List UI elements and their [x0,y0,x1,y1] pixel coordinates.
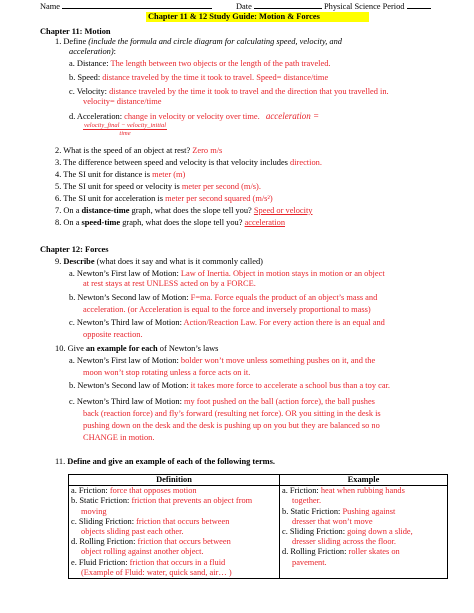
q5: 5. The SI unit for speed or velocity is meter per second (m/s). [55,182,261,191]
chapter-11-heading: Chapter 11: Motion [40,27,111,36]
q7: 7. On a distance-time graph, what does the slope tell you? Speed or velocity [55,206,313,215]
q1c-velocity-cont: velocity= distance/time [83,97,162,106]
q1-prompt: 1. Define (include the formula and circle diagram for calculating speed, velocity, and [55,37,342,46]
name-blank [62,0,212,9]
example-rolling-friction: d. Rolling Friction: roller skates on [282,547,400,557]
q1-prompt-cont: acceleration): [69,47,116,56]
fraction-denominator: time [119,130,131,137]
q6: 6. The SI unit for acceleration is meter per second squared (m/s²) [55,194,273,203]
example-cell: a. Friction: heat when rubbing hands together. b. Static Friction: Pushing against dresser that won’t move c. Sliding Friction: going down a slide, dresser sliding across the floor. d. Rolling Friction: roller skates on pavement. [280,486,448,579]
q9b-second-law-cont: acceleration. (or Acceleration is equal to the force and inversely proportional to mass) [83,305,371,314]
example-static-friction: b. Static Friction: Pushing against [282,506,396,516]
date-blank [254,0,322,9]
class-label: Physical Science Period [324,2,405,11]
q4: 4. The SI unit for distance is meter (m) [55,170,186,179]
q10c-third-law-example-cont2: pushing down on the desk and the desk is pushing up on you but they are balanced so no [83,421,380,430]
table-header-row [69,475,448,486]
q10c-third-law-example-cont1: back (reaction force) and fly’s forward (resulting net force). OR you sitting in the desk is [83,409,381,418]
definition-sliding-friction: c. Sliding Friction: friction that occurs between [71,516,230,526]
table-row [69,486,448,579]
q10c-third-law-example-cont3: CHANGE in motion. [83,433,155,442]
q9a-first-law: a. Newton’s First law of Motion: Law of Inertia. Object in motion stays in motion or an object [69,269,385,278]
definition-cell: a. Friction: force that opposes motion b. Static Friction: friction that prevents an object from moving c. Sliding Friction: friction that occurs between objects sliding past each other. d. Rolling Friction: friction that occurs between object rolling against another object. e. Fluid Friction: friction that occurs in a fluid (Example of Fluid: water, quick sand, air… ) [69,486,280,579]
q10a-first-law-example: a. Newton’s First law of Motion: bolder won’t move unless something pushes on it, and the [69,356,376,365]
definition-header: Definition [69,475,280,486]
q11: 11. Define and give an example of each of the following terms. [55,457,275,466]
q1b-speed: b. Speed: distance traveled by the time it took to travel. Speed= distance/time [69,73,329,82]
q9c-third-law-cont: opposite reaction. [83,330,143,339]
q3: 3. The difference between speed and velocity is that velocity includes direction. [55,158,322,167]
q8: 8. On a speed-time graph, what does the slope tell you? acceleration [55,218,286,227]
q9: 9. Describe (what does it say and what is it commonly called) [55,257,263,266]
q9c-third-law: c. Newton’s Third law of Motion: Action/Reaction Law. For every action there is an equal and [69,318,385,327]
q1d-acceleration: d. Acceleration: change in velocity or velocity over time. acceleration = [69,111,320,121]
definition-static-friction: b. Static Friction: friction that prevents an object from [71,496,253,506]
page-title: Chapter 11 & 12 Study Guide: Motion & Forces [148,12,320,21]
date-field [236,0,431,12]
q10: 10. Give an example for each of Newton’s laws [55,344,219,353]
example-header: Example [280,475,448,486]
q9a-first-law-cont: at rest stays at rest UNLESS acted on by a FORCE. [83,279,256,288]
q1c-velocity: c. Velocity: distance traveled by the time it took to travel and the direction that you travelled in. [69,87,389,96]
example-sliding-friction: c. Sliding Friction: going down a slide, [282,527,413,537]
acceleration-formula: acceleration = [265,111,320,121]
date-label: Date [236,2,252,11]
period-blank [407,0,431,9]
q10c-third-law-example: c. Newton’s Third law of Motion: my foot pushed on the ball (action force), the ball pushes [69,397,375,406]
definition-rolling-friction: d. Rolling Friction: friction that occurs between [71,537,231,547]
q2: 2. What is the speed of an object at rest? Zero m/s [55,146,223,155]
friction-terms-table [68,474,448,579]
example-friction: a. Friction: heat when rubbing hands [282,486,405,496]
definition-fluid-friction: e. Fluid Friction: friction that occurs in a fluid [71,557,226,567]
q10a-first-law-example-cont: moon won’t stop rotating unless a force acts on it. [83,368,251,377]
definition-friction: a. Friction: force that opposes motion [71,486,197,496]
name-label: Name [40,2,60,11]
fraction-numerator: velocity_final − velocity_initial [84,122,166,129]
name-field [40,0,212,12]
q9b-second-law: b. Newton’s Second law of Motion: F=ma. Force equals the product of an object’s mass and [69,293,378,302]
q1a-distance: a. Distance: The length between two objects or the length of the path traveled. [69,59,331,68]
chapter-12-heading: Chapter 12: Forces [40,245,109,254]
q10b-second-law-example: b. Newton’s Second law of Motion: it takes more force to accelerate a school bus than a toy car. [69,381,390,390]
acceleration-fraction [83,122,167,137]
